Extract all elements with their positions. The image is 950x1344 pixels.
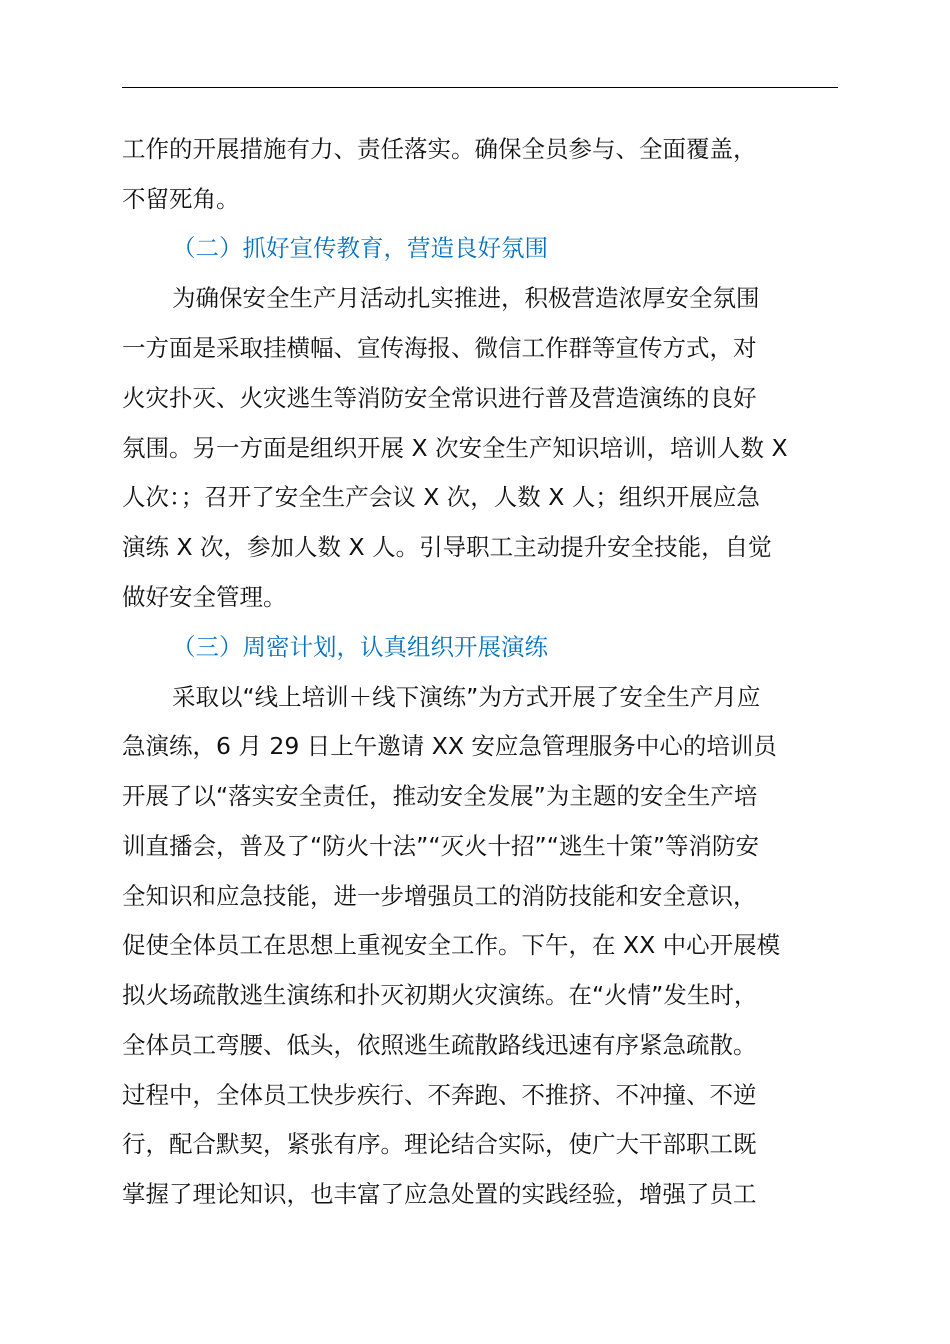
- body-text-line: 一方面是采取挂横幅、宣传海报、微信工作群等宣传方式，对: [122, 334, 757, 362]
- body-text-line: 做好安全管理。: [122, 583, 287, 611]
- body-text-line: 掌握了理论知识，也丰富了应急处置的实践经验，增强了员工: [122, 1180, 757, 1208]
- section-heading-2: （二）抓好宣传教育，营造良好氛围: [172, 234, 548, 262]
- body-text-line: 人次：；召开了安全生产会议 X 次，人数 X 人；组织开展应急: [122, 483, 760, 511]
- body-text-line: 演练 X 次，参加人数 X 人。引导职工主动提升安全技能，自觉: [122, 533, 772, 561]
- body-text-line: 训直播会，普及了“防火十法”“灭火十招”“逃生十策”等消防安: [122, 832, 760, 860]
- body-text-line: 工作的开展措施有力、责任落实。确保全员参与、全面覆盖，: [122, 135, 757, 163]
- body-text-line: 行，配合默契，紧张有序。理论结合实际，使广大干部职工既: [122, 1130, 757, 1158]
- body-text-line: 全体员工弯腰、低头，依照逃生疏散路线迅速有序紧急疏散。: [122, 1031, 757, 1059]
- header-rule: [122, 87, 838, 88]
- body-text-line: 急演练，6 月 29 日上午邀请 XX 安应急管理服务中心的培训员: [122, 732, 777, 760]
- section-heading-3: （三）周密计划，认真组织开展演练: [172, 633, 548, 661]
- body-text-line: 促使全体员工在思想上重视安全工作。下午，在 XX 中心开展模: [122, 931, 781, 959]
- body-text-line: 不留死角。: [122, 185, 240, 213]
- body-text-line: 全知识和应急技能，进一步增强员工的消防技能和安全意识，: [122, 882, 757, 910]
- body-text-line: 氛围。另一方面是组织开展 X 次安全生产知识培训，培训人数 X: [122, 434, 788, 462]
- body-text-line: 为确保安全生产月活动扎实推进，积极营造浓厚安全氛围: [172, 284, 760, 312]
- body-text-line: 开展了以“落实安全责任，推动安全发展”为主题的安全生产培: [122, 782, 758, 810]
- body-text-line: 拟火场疏散逃生演练和扑灭初期火灾演练。在“火情”发生时，: [122, 981, 758, 1009]
- body-text-line: 火灾扑灭、火灾逃生等消防安全常识进行普及营造演练的良好: [122, 384, 757, 412]
- body-text-line: 采取以“线上培训＋线下演练”为方式开展了安全生产月应: [172, 683, 761, 711]
- body-text-line: 过程中，全体员工快步疾行、不奔跑、不推挤、不冲撞、不逆: [122, 1081, 757, 1109]
